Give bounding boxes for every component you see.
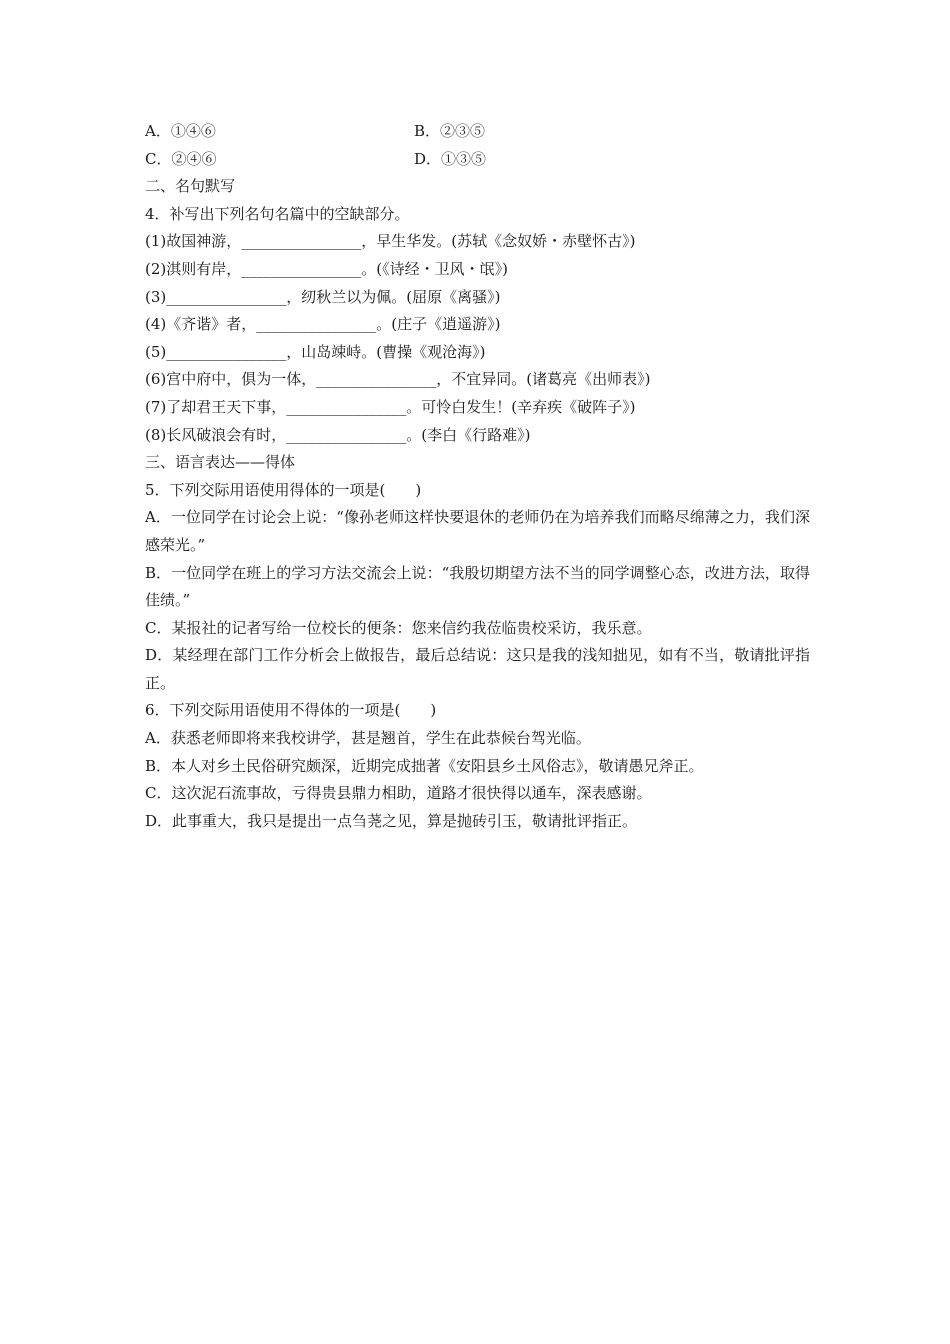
fill-blank-item: (4)《齐谐》者，________________。(庄子《逍遥游》) (145, 315, 501, 334)
question-5-option-d: D．某经理在部门工作分析会上做报告，最后总结说：这只是我的浅知拙见，如有不当，敬请批评指正。 (145, 646, 810, 692)
question-6-option-c: C．这次泥石流事故，亏得贵县鼎力相助，道路才很快得以通车，深表感谢。 (145, 784, 652, 803)
q3-options-row-2 (145, 146, 810, 174)
q3-option-a: A．①④⑥ (145, 122, 216, 140)
question-6-option-a: A．获悉老师即将来我校讲学，甚是翘首，学生在此恭候台驾光临。 (145, 729, 591, 748)
fill-blank-item: (5)________________，山岛竦峙。(曹操《观沧海》) (145, 342, 486, 361)
q3-options-row-1 (145, 118, 810, 146)
q3-option-d: D．①③⑤ (414, 149, 487, 168)
question-5-option-a: A．一位同学在讨论会上说：“像孙老师这样快要退休的老师仍在为培养我们而略尽绵薄之力，我们深感荣光。” (145, 508, 810, 554)
fill-blank-item: (3)________________，纫秋兰以为佩。(屈原《离骚》) (145, 287, 501, 306)
question-6-option-b: B．本人对乡土民俗研究颇深，近期完成拙著《安阳县乡土风俗志》，敬请愚兄斧正。 (145, 756, 704, 775)
fill-blank-item: (6)宫中府中，俱为一体，________________，不宜异同。(诸葛亮《出师表》) (145, 370, 651, 389)
question-4-stem: 4．补写出下列名句名篇中的空缺部分。 (145, 204, 410, 223)
question-6-option-d: D．此事重大，我只是提出一点刍荛之见，算是抛砖引玉，敬请批评指正。 (145, 811, 638, 830)
fill-blank-item: (1)故国神游，________________，早生华发。(苏轼《念奴娇・赤壁怀古》) (145, 232, 636, 251)
fill-blank-item: (2)淇则有岸，________________。(《诗经・卫风・氓》) (145, 259, 508, 278)
question-6-stem: 6．下列交际用语使用不得体的一项是( ) (145, 701, 437, 720)
section-heading-famous-quotes: 二、名句默写 (145, 177, 236, 196)
question-5-option-b: B．一位同学在班上的学习方法交流会上说：“我殷切期望方法不当的同学调整心态，改进方法，取得佳绩。” (145, 563, 810, 610)
q3-option-b: B．②③⑤ (414, 122, 486, 140)
section-heading-language-expression: 三、语言表达——得体 (145, 453, 296, 472)
question-5-option-c: C．某报社的记者写给一位校长的便条：您来信约我莅临贵校采访，我乐意。 (145, 618, 652, 637)
fill-blank-item: (8)长风破浪会有时，________________。(李白《行路难》) (145, 425, 531, 444)
q3-option-c: C．②④⑥ (145, 149, 217, 168)
document-page (145, 118, 810, 835)
fill-blank-item: (7)了却君王天下事，________________。可怜白发生！(辛弃疾《破阵子》) (145, 397, 636, 416)
question-5-stem: 5．下列交际用语使用得体的一项是( ) (145, 480, 422, 499)
